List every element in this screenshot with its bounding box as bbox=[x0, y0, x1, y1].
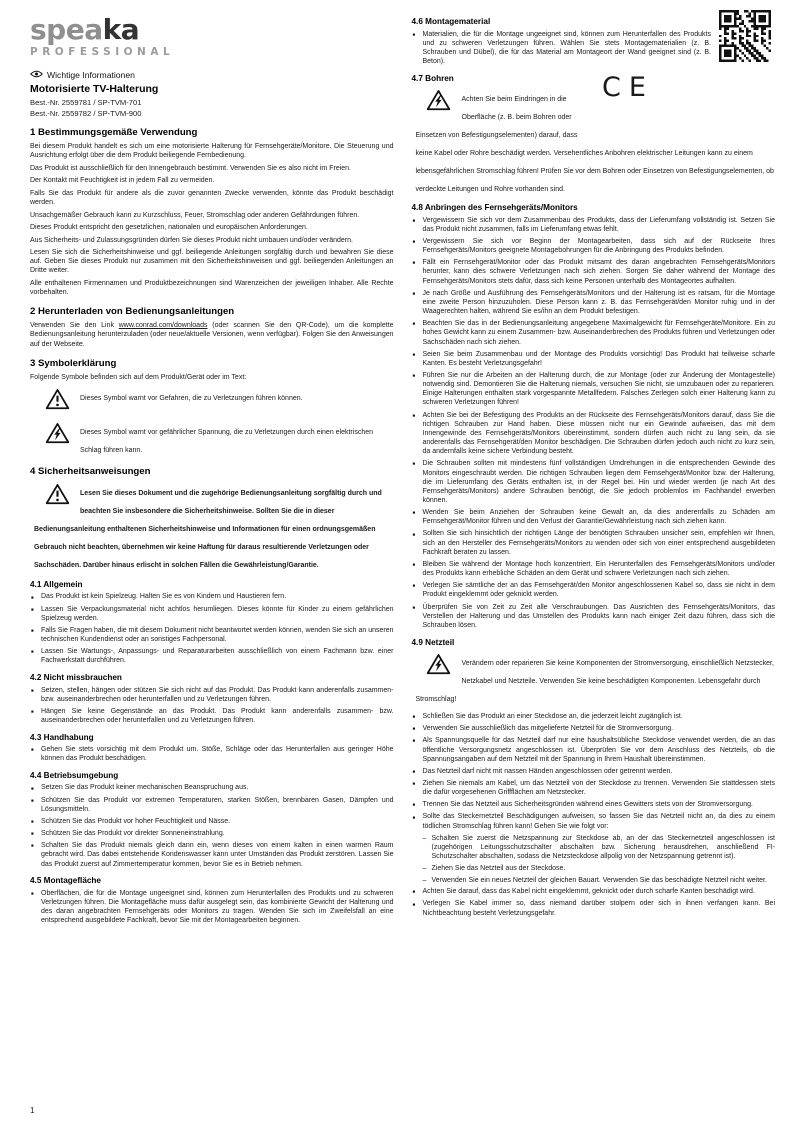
bullet-item: ■ Fällt ein Fernsehgerät/Monitor oder das Produkt mitsamt des daran angebrachten Fernsehgeräts/Monitors herunter, kann dies schwere Verletzungen nach sich ziehen. Sorgen Sie daher während der Montage des Fernsehgeräts/Monitors stets dafür, dass sich keine Personen unterhalb des Montageortes aufhalten. bbox=[412, 258, 776, 285]
paragraph: Der Kontakt mit Feuchtigkeit ist in jedem Fall zu vermeiden. bbox=[30, 177, 215, 185]
bullet-item: ■ Das Netzteil darf nicht mit nassen Händen angeschlossen oder getrennt werden. bbox=[412, 767, 776, 776]
section-heading: 4 Sicherheitsanweisungen bbox=[30, 466, 151, 478]
paragraph: Lesen Sie sich die Sicherheitshinweise und ggf. beiliegende Anleitungen sorgfältig durch und bewahren Sie diese auf. Geben Sie dieses Produkt nur zusammen mit den Sicherheitshinweisen und ggf. beiliegenden Anleitungen an Dritte weiter. bbox=[30, 249, 394, 275]
bullet-item: ■ Als Spannungsquelle für das Netzteil darf nur eine haushaltsübliche Steckdose verwendet werden, die an das öffentliche Versorgungsnetz angeschlossen ist. Überprüfen Sie vor dem Anschluss des Netzteils, ob die Spannungsangaben auf dem Netzteil mit der Spannung in Ihrem Haushalt übereinstimmen. bbox=[412, 736, 776, 763]
brand-logo bbox=[30, 13, 394, 46]
bullet-item: ■ Vergewissern Sie sich vor Beginn der Montagearbeiten, dass sich auf der Rückseite Ihres Fernsehgeräts/Monitors geeignete Montagebohrungen für die Anbringung des Produkts befinden. bbox=[412, 237, 776, 255]
section-heading: 1 Bestimmungsgemäße Verwendung bbox=[30, 127, 198, 138]
bullet-item: ■ Führen Sie nur die Arbeiten an der Halterung durch, die zur Montage (oder zur Änderung der Montagestelle) notwendig sind. Demontieren Sie die Halterung niemals, versuchen Sie nicht, sie umzubauen oder zu reparieren. Einige Halterungen enthalten stark vorgespannte Metallfedern. Falsches Zerlegen solch einer Halterung kann zu schweren Verletzungen führen! bbox=[412, 371, 776, 408]
right-column bbox=[412, 16, 776, 928]
section-heading: 4.6 Montagematerial bbox=[411, 17, 491, 26]
left-column bbox=[30, 13, 394, 928]
bullet-item: ■ Schützen Sie das Produkt vor direkter Sonneneinstrahlung. bbox=[30, 829, 394, 838]
bullet-item: ■ Je nach Größe und Ausführung des Fernsehgeräts/Monitors und der Halterung ist es ratsam, für die Montage eine zweite Person hinzuzuholen. Diese Person kann z. B. das Fernsehgerät/den Monitor ruhig und in der Waagerechten halten, während Sie es/ihn an dem Produkt befestigen. bbox=[412, 289, 776, 316]
bullet-item: ■ Achten Sie darauf, dass das Kabel nicht eingeklemmt, geknickt oder durch scharfe Kanten beschädigt wird. bbox=[412, 887, 776, 896]
section-heading: 4.9 Netzteil bbox=[411, 637, 455, 647]
bullet-item: ■ Seien Sie beim Zusammenbau und der Montage des Produkts vorsichtig! Das Produkt hat teilweise scharfe Kanten. Es besteht Verletzungsgefahr! bbox=[412, 350, 776, 368]
bullet-item: ■ Sollten Sie sich hinsichtlich der richtigen Länge der benötigten Schrauben unsicher sein, empfehlen wir Ihnen, sich an den Hersteller des Fernsehgeräts/Monitors zu wenden oder sich von einer entsprechend ausgebildeten Fachkraft beraten zu lassen. bbox=[412, 529, 776, 556]
bullet-item: ■ Gehen Sie stets vorsichtig mit dem Produkt um. Stöße, Schläge oder das Herunterfallen aus geringer Höhe können das Produkt beschädigen. bbox=[30, 745, 394, 763]
bullet-item: ■ Schützen Sie das Produkt vor extremen Temperaturen, starken Stößen, brennbaren Gasen, Dämpfen und Lösungsmitteln. bbox=[30, 796, 394, 814]
bullet-item: ■ Trennen Sie das Netzteil aus Sicherheitsgründen während eines Gewitters stets von der Stromversorgung. bbox=[412, 800, 776, 809]
section-heading: 3 Symbolerklärung bbox=[30, 357, 117, 369]
bullet-item: ■ Die Schrauben sollten mit mindestens fünf vollständigen Umdrehungen in die entsprechenden Gewinde des Monitors eingeschraubt werden. Die richtigen Schrauben liegen dem Fernsehgerät/Monitor bzw. der Halterung, die im Lieferumfang des Geräts enthalten ist, in der Regel bei. Hin und wieder werden (je nach Art des Fernsehgeräts/Monitors) andere Schrauben benötigt, die Sie jedoch problemlos im Fachhandel erwerben können. bbox=[412, 459, 776, 505]
paragraph: Dieses Produkt entspricht den gesetzlichen, nationalen und europäischen Anforderungen. bbox=[30, 224, 308, 232]
section-heading: 4.1 Allgemein bbox=[30, 579, 83, 589]
page-number: 1 bbox=[30, 1106, 35, 1115]
bullet-item: ■ Ziehen Sie niemals am Kabel, um das Netzteil von der Steckdose zu trennen. Verwenden Sie stattdessen stets die dafür vorgesehenen Griffflächen am Netzstecker. bbox=[412, 779, 776, 797]
logo-text-thin: spea bbox=[30, 13, 103, 46]
bullet-item: ■ Vergewissern Sie sich vor dem Zusammenbau des Produkts, dass der Lieferumfang vollständig ist. Setzen Sie das Produkt nicht zusammen, falls im Lieferumfang etwas fehlt. bbox=[412, 216, 776, 234]
page-title: Motorisierte TV-Halterung bbox=[30, 83, 159, 95]
section-heading: 4.4 Betriebsumgebung bbox=[30, 770, 119, 780]
lang-notice-text: Wichtige Informationen bbox=[47, 70, 135, 80]
paragraph: Aus Sicherheits- und Zulassungsgründen dürfen Sie dieses Produkt nicht umbauen und/oder verändern. bbox=[30, 236, 353, 244]
warning-text: Dieses Symbol warnt vor Gefahren, die zu Verletzungen führen können. bbox=[80, 394, 303, 402]
document-header bbox=[30, 13, 394, 118]
warning-triangle-icon bbox=[34, 482, 80, 510]
bullet-item: ■ Lassen Sie Wartungs-, Anpassungs- und Reparaturarbeiten ausschließlich von einem Fachmann bzw. einer Fachwerkstatt durchführen. bbox=[30, 647, 394, 665]
bullet-item: ■ Setzen Sie das Produkt keiner mechanischen Beanspruchung aus. bbox=[30, 783, 394, 792]
section-heading: 2 Herunterladen von Bedienungsanleitungen bbox=[30, 306, 235, 318]
paragraph: Alle enthaltenen Firmennamen und Produktbezeichnungen sind Warenzeichen der jeweiligen Inhaber. Alle Rechte vorbehalten. bbox=[30, 280, 394, 297]
order-number-2: Best.-Nr. 2559782 / SP-TVM-900 bbox=[30, 109, 142, 118]
paragraph bbox=[30, 321, 394, 348]
bullet-item: ■ Schalten Sie das Produkt niemals gleich dann ein, wenn dieses von einem kalten in einen warmen Raum gebracht wird. Das dabei entstehende Kondenswasser kann unter Umständen das Produkt zerstören. Lassen Sie das Produkt zuerst auf Zimmertemperatur kommen, bevor Sie es in Betrieb nehmen. bbox=[30, 841, 394, 868]
bullet-item: ■ Achten Sie bei der Befestigung des Produkts an der Rückseite des Fernsehgeräts/Monitors darauf, dass Sie die richtigen Schrauben zur Hand haben. Diese müssen nicht nur ein Gewinde aufweisen, das mit dem Innengewinde des Fernsehgeräts/Monitors übereinstimmt, sondern dürfen auch nicht zu lang sein, da sie anderenfalls das Fernsehgerät/den Monitor beschädigen. Die Schrauben dürfen jedoch auch nicht zu kurz sein, da andernfalls keine sichere Verbindung besteht. bbox=[412, 411, 776, 457]
sub-list-item: – Verwenden Sie ein neues Netzteil der gleichen Bauart. Verwenden Sie das beschädigte Netzteil nicht weiter. bbox=[423, 876, 776, 885]
section-heading: 4.3 Handhabung bbox=[30, 732, 94, 742]
ce-mark: CE bbox=[602, 72, 654, 103]
bullet-item: ■ Materialien, die für die Montage ungeeignet sind, können zum Herunterfallen des Produkts und zu schweren Verletzungen führen. Wählen Sie stets Montagematerialien (z. B. Schrauben und Dübel), die für das Material am Montageort der Wand geeignet sind (z. B. Beton). bbox=[412, 30, 776, 67]
two-column-layout bbox=[30, 13, 775, 928]
text-segment: (oder scannen Sie den QR-Code), um die komplette Bedienungsanleitung herunterzuladen (oder neue/aktuelle Versionen, wenn verfügbar). Folgen Sie den Anweisungen auf der Webseite. bbox=[30, 322, 394, 348]
warning-text: Verändern oder reparieren Sie keine Komponenten der Stromversorgung, einschließlich Netzstecker, Netzkabel und Netzteile. Verwenden Sie keine beschädigten Komponenten. Lebensgefahr durch Stromschlag! bbox=[415, 659, 774, 703]
warning-text: Dieses Symbol warnt vor gefährlicher Spannung, die zu Verletzungen durch einen elektrischen Schlag führen kann. bbox=[80, 429, 374, 455]
section-heading: 4.5 Montagefläche bbox=[30, 876, 101, 886]
bullet-item: ■ Wenden Sie beim Anziehen der Schrauben keine Gewalt an, da dies anderenfalls zu Schäden am Fernsehgerät/Monitor führen und den Verlust der Garantie/Gewährleistung nach sich ziehen kann. bbox=[412, 508, 776, 526]
paragraph: Falls Sie das Produkt für andere als die zuvor genannten Zwecke verwenden, könnte das Produkt beschädigt werden. bbox=[30, 189, 394, 206]
paragraph: Folgende Symbole befinden sich auf dem Produkt/Gerät oder im Text: bbox=[30, 373, 247, 381]
warning-box bbox=[412, 652, 776, 706]
logo-subtitle: PROFESSIONAL bbox=[30, 46, 175, 58]
sub-list-item: – Ziehen Sie das Netzteil aus der Steckdose. bbox=[423, 864, 776, 873]
paragraph: Unsachgemäßer Gebrauch kann zu Kurzschluss, Feuer, Stromschlag oder anderen Gefährdungen führen. bbox=[30, 211, 360, 219]
warning-box bbox=[30, 482, 394, 572]
warning-box bbox=[30, 421, 394, 457]
warning-text: Lesen Sie dieses Dokument und die zugehörige Bedienungsanleitung sorgfältig durch und beachten Sie insbesondere die Sicherheitshinweise. Sollten Sie die in dieser Bedienungsanleitung enthaltenen Sicherheitshinweise und Informationen für einen ordnungsgemäßen Gebrauch nicht beachten, übernehmen wir keine Haftung für daraus resultierende Verletzungen oder Sachschäden. Darüber hinaus erlischt in solchen Fällen die Gewährleistung/Garantie. bbox=[34, 490, 382, 570]
warning-triangle-icon bbox=[34, 387, 80, 415]
logo-text-bold: ka bbox=[102, 13, 140, 46]
bullet-item: ■ Beachten Sie das in der Bedienungsanleitung angegebene Maximalgewicht für Fernsehgeräte/Monitore. Ein zu hohes Gewicht kann zu einem Zusammen- bzw. Auseinanderbrechen des Produkts führen und Verletzungen oder Sachschäden nach sich ziehen. bbox=[412, 319, 776, 346]
bullet-item: ■ Verwenden Sie ausschließlich das mitgelieferte Netzteil für die Stromversorgung. bbox=[412, 724, 776, 733]
bullet-item: ■ Das Produkt ist kein Spielzeug. Halten Sie es von Kindern und Haustieren fern. bbox=[30, 592, 394, 601]
section-heading: 4.8 Anbringen des Fernsehgeräts/Monitors bbox=[411, 203, 578, 213]
high-voltage-icon bbox=[34, 421, 80, 449]
bullet-item: ■ Bleiben Sie während der Montage hoch konzentriert. Ein Herunterfallen des Fernsehgeräts/Monitors und/oder des Produkts kann erhebliche Schäden an dem Gerät und schwere Verletzungen nach sich ziehen. bbox=[412, 560, 776, 578]
section-heading: 4.7 Bohren bbox=[411, 73, 454, 83]
bullet-item: ■ Lassen Sie Verpackungsmaterial nicht achtlos herumliegen. Dieses könnte für Kinder zu einem gefährlichen Spielzeug werden. bbox=[30, 605, 394, 623]
language-notice-line bbox=[30, 70, 394, 80]
bullet-item: ■ Schließen Sie das Produkt an einer Steckdose an, die jederzeit leicht zugänglich ist. bbox=[412, 712, 776, 721]
high-voltage-icon bbox=[416, 88, 462, 116]
bullet-item: ■ Verlegen Sie sämtliche der an das Fernsehgerät/den Monitor angeschlossenen Kabel so, dass sie nicht in dem Produkt eingeklemmt oder geknickt werden. bbox=[412, 581, 776, 599]
bullet-item: ■ Falls Sie Fragen haben, die mit diesem Dokument nicht beantwortet werden können, wenden Sie sich an unseren technischen Kundendienst oder an sonstiges Fachpersonal. bbox=[30, 626, 394, 644]
bullet-item: ■ Setzen, stellen, hängen oder stützen Sie sich nicht auf das Produkt. Das Produkt kann anderenfalls zusammen- bzw. auseinanderbrechen oder herunterfallen und zu Verletzungen führen. bbox=[30, 686, 394, 704]
text-segment: Verwenden Sie den Link bbox=[30, 322, 119, 330]
download-link[interactable]: www.conrad.com/downloads bbox=[118, 322, 208, 330]
paragraph: Bei diesem Produkt handelt es sich um eine motorisierte Halterung für Fernsehgeräte/Monitore. Die Steuerung und Ausrichtung erfolgt über die dem Produkt beiliegende Fernbedienung. bbox=[30, 143, 394, 160]
warning-box bbox=[30, 387, 394, 415]
high-voltage-icon bbox=[416, 652, 462, 680]
sub-list-item: – Schalten Sie zuerst die Netzspannung zur Steckdose ab, an der das Steckernetzteil angeschlossen ist (zugehörigen Leitungsschutzschalter abschalten bzw. Sicherung herausdrehen, anschließend FI-Schutzschalter abschalten, sodass die Netzsteckdose allpolig von der Netzspannung getrennt ist). bbox=[423, 834, 776, 861]
bullet-item: ■ Sollte das Steckernetzteil Beschädigungen aufweisen, so fassen Sie das Netzteil nicht an, da dies zu einem tödlichen Stromschlag führen kann! Gehen Sie wie folgt vor: bbox=[412, 812, 776, 830]
paragraph: Das Produkt ist ausschließlich für den Innengebrauch bestimmt. Verwenden Sie es also nicht im Freien. bbox=[30, 164, 351, 172]
order-number-1: Best.-Nr. 2559781 / SP-TVM-701 bbox=[30, 97, 142, 107]
bullet-item: ■ Oberflächen, die für die Montage ungeeignet sind, können zum Herunterfallen des Produkts und zu schweren Verletzungen führen. Die Montagefläche muss dafür ausgelegt sein, das kombinierte Gewicht der Halterung und des daran angebrachten Fernsehgeräts oder Monitors zu tragen. Wenden Sie sich im Zweifelsfall an eine entsprechend ausgebildete Fachkraft, bevor Sie mit der Montagearbeiten beginnen. bbox=[30, 889, 394, 926]
bullet-item: ■ Hängen Sie keine Gegenstände an das Produkt. Das Produkt kann anderenfalls zusammen- bzw. auseinanderbrechen oder herunterfallen und zu Verletzungen führen. bbox=[30, 707, 394, 725]
bullet-item: ■ Schützen Sie das Produkt vor hoher Feuchtigkeit und Nässe. bbox=[30, 817, 394, 826]
bullet-item: ■ Verlegen Sie Kabel immer so, dass niemand darüber stolpern oder sich in ihnen verfangen kann. Bei Nichtbeachtung besteht Verletzungsgefahr. bbox=[412, 899, 776, 917]
bullet-item: ■ Überprüfen Sie von Zeit zu Zeit alle Verschraubungen. Das Ausrichten des Fernsehgeräts/Monitors, das Verstellen der Halterung und das Umstellen des Produkts kann nach einiger Zeit dazu führen, dass sich die Schrauben lösen. bbox=[412, 603, 776, 630]
section-heading: 4.2 Nicht missbrauchen bbox=[30, 673, 122, 683]
eye-icon bbox=[30, 70, 43, 80]
warning-text: Achten Sie beim Eindringen in die Oberfläche (z. B. beim Bohren oder Einsetzen von Befestigungselementen) darauf, dass keine Kabel oder Rohre beschädigt werden. Versehentliches Anbohren elektrischer Leitungen kann zu einem lebensgefährlichen Stromschlag führen! Prüfen Sie vor dem Bohren oder Einsetzen von Befestigungselementen, ob verdeckte Leitungen und Rohre vorhanden sind. bbox=[415, 95, 774, 193]
